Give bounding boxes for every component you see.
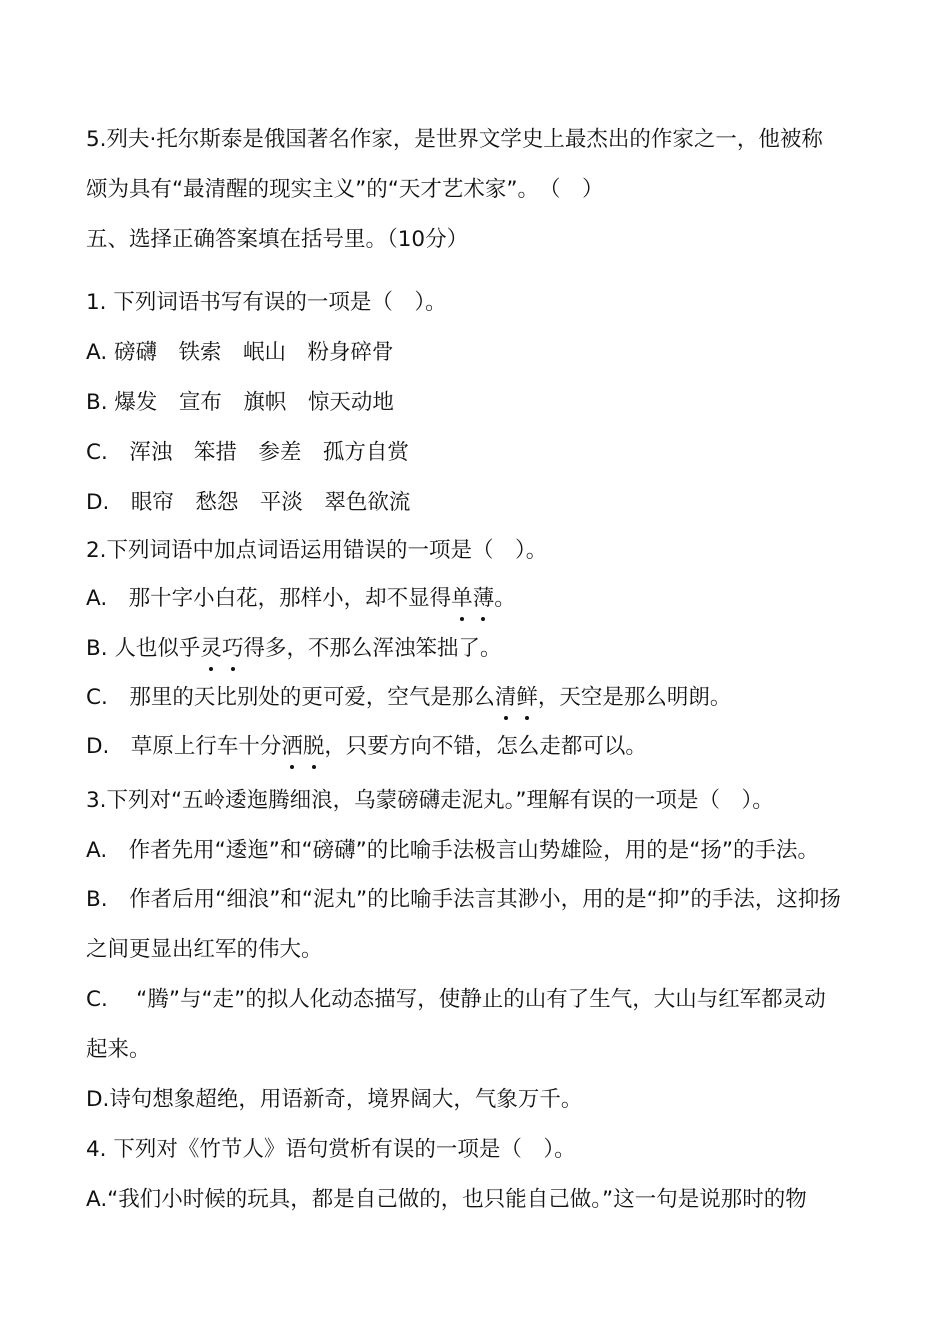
option-text: C. 那里的天比别处的更可爱，空气是那么 bbox=[86, 685, 495, 710]
question-4: 4. 下列对《竹节人》语句赏析有误的一项是（ ）。 bbox=[86, 1137, 576, 1162]
question-3: 3.下列对“五岭逶迤腾细浪，乌蒙磅礴走泥丸。”理解有误的一项是（ ）。 bbox=[86, 788, 774, 813]
option-a: A. 作者先用“逶迤”和“磅礴”的比喻手法极言山势雄险，用的是“扬”的手法。 bbox=[86, 838, 819, 863]
option-text: A. 那十字小白花，那样小，却不显得 bbox=[86, 586, 452, 611]
option-b bbox=[86, 635, 864, 663]
option-c bbox=[86, 684, 864, 712]
emphasis-char: 薄 bbox=[472, 586, 495, 611]
option-text: ，只要方向不错，怎么走都可以。 bbox=[324, 734, 647, 759]
emphasis-char: 脱 bbox=[302, 734, 325, 759]
emphasis-char: 洒 bbox=[281, 734, 303, 759]
option-text: 。 bbox=[494, 586, 516, 611]
option-b-continued: 之间更显出红军的伟大。 bbox=[86, 937, 323, 962]
option-d bbox=[86, 733, 864, 761]
option-c: C. 浑浊 笨措 参差 孤方自赏 bbox=[86, 440, 409, 465]
option-text: D. 草原上行车十分 bbox=[86, 734, 282, 759]
question-1: 1. 下列词语书写有误的一项是（ ）。 bbox=[86, 290, 447, 315]
emphasis-char: 巧 bbox=[221, 636, 244, 661]
section-heading: 五、选择正确答案填在括号里。（10分） bbox=[86, 227, 469, 252]
option-d: D.诗句想象超绝，用语新奇，境界阔大，气象万千。 bbox=[86, 1087, 583, 1112]
option-a: A. 磅礴 铁索 岷山 粉身碎骨 bbox=[86, 340, 394, 365]
emphasis-char: 单 bbox=[451, 586, 473, 611]
option-b: B. 爆发 宣布 旗帜 惊天动地 bbox=[86, 390, 394, 415]
option-a: A.“我们小时候的玩具，都是自己做的，也只能自己做。”这一句是说那时的物 bbox=[86, 1187, 807, 1212]
emphasis-char: 灵 bbox=[200, 636, 222, 661]
option-d: D. 眼帘 愁怨 平淡 翠色欲流 bbox=[86, 490, 411, 515]
option-a bbox=[86, 585, 864, 613]
option-text: 得多，不那么浑浊笨拙了。 bbox=[243, 636, 502, 661]
text-line: 5.列夫·托尔斯泰是俄国著名作家，是世界文学史上最杰出的作家之一，他被称 bbox=[86, 127, 823, 152]
question-2: 2.下列词语中加点词语运用错误的一项是（ ）。 bbox=[86, 538, 548, 563]
option-text: ，天空是那么明朗。 bbox=[537, 685, 732, 710]
option-c-continued: 起来。 bbox=[86, 1037, 151, 1062]
option-text: B. 人也似乎 bbox=[86, 636, 201, 661]
option-b: B. 作者后用“细浪”和“泥丸”的比喻手法言其渺小，用的是“抑”的手法，这抑扬 bbox=[86, 887, 841, 912]
emphasis-char: 鲜 bbox=[516, 685, 538, 710]
text-line: 颂为具有“最清醒的现实主义”的“天才艺术家”。 （ ） bbox=[86, 177, 604, 202]
emphasis-char: 清 bbox=[494, 685, 517, 710]
option-c: C. “腾”与“走”的拟人化动态描写，使静止的山有了生气，大山与红军都灵动 bbox=[86, 987, 826, 1012]
